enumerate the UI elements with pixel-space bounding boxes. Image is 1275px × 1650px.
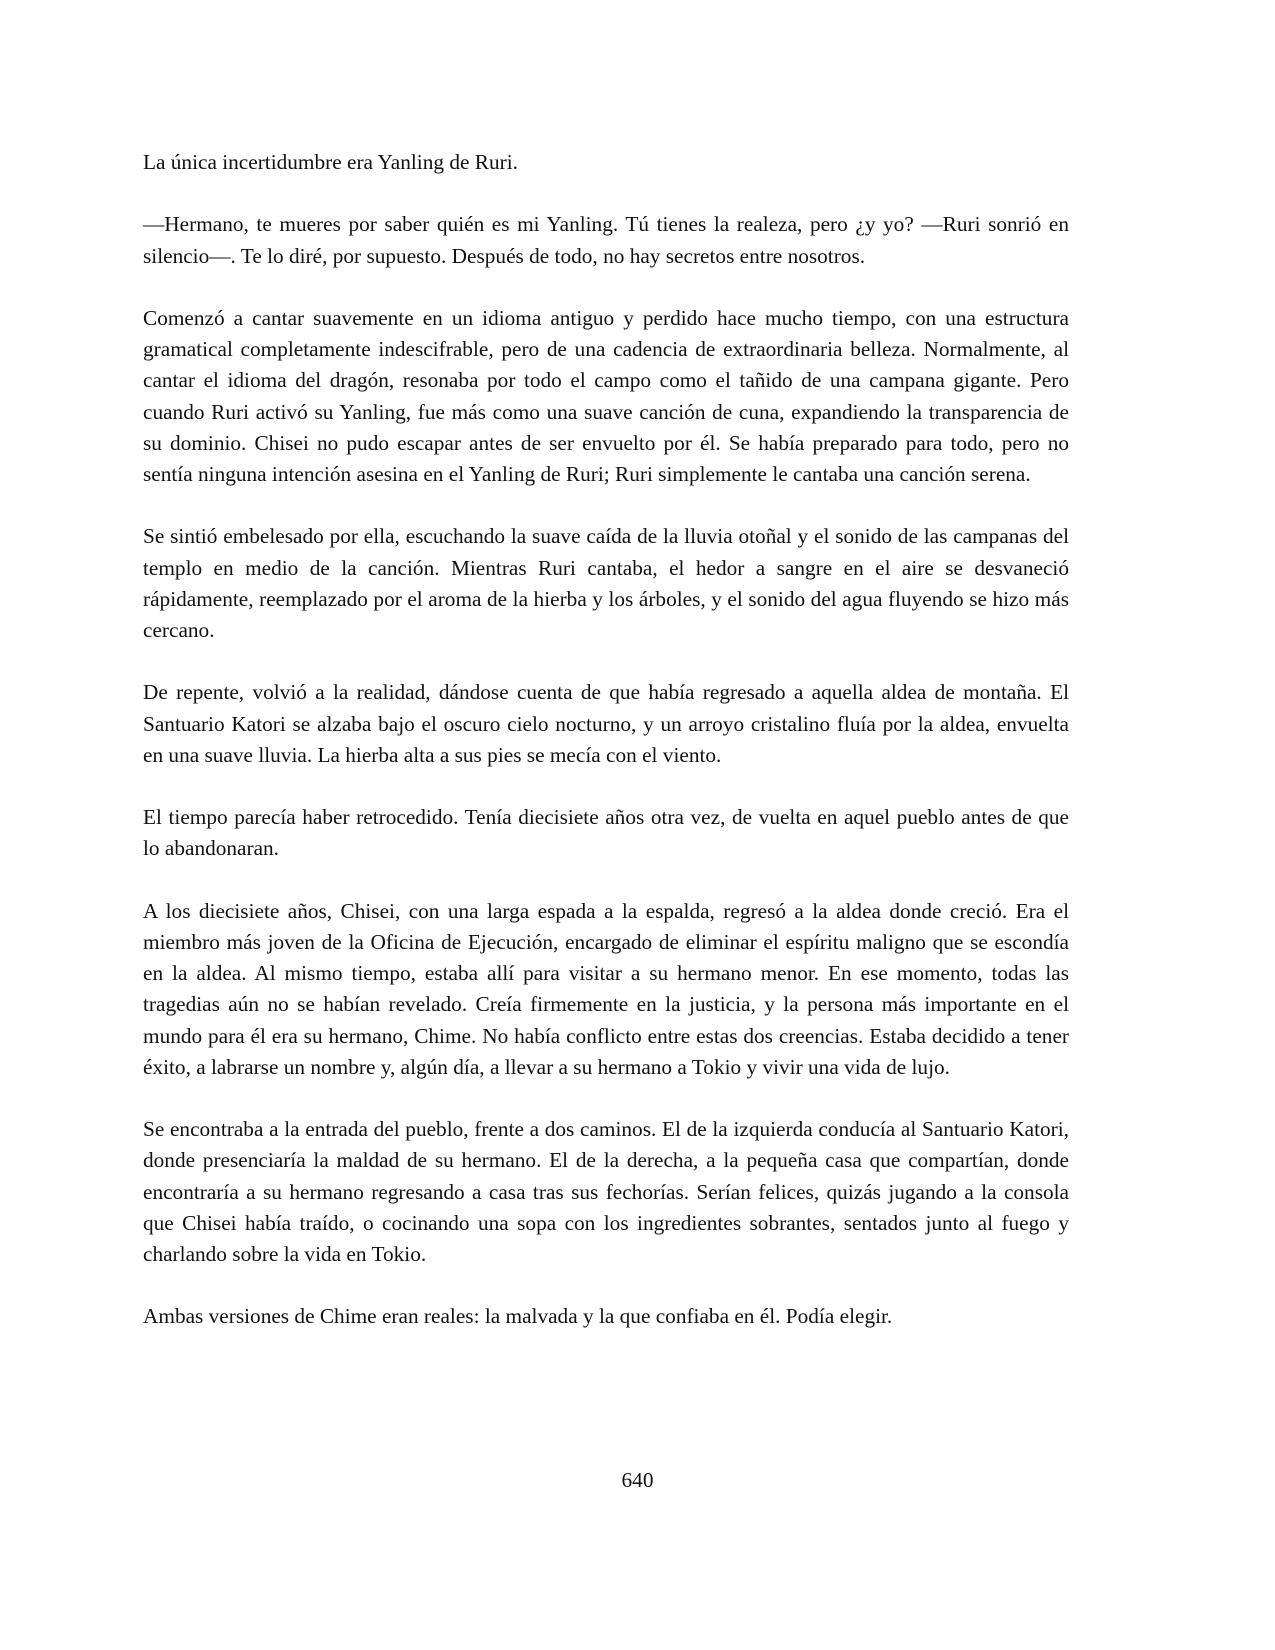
page-number: 640 (621, 1468, 654, 1492)
paragraph: —Hermano, te mueres por saber quién es mi Yanling. Tú tienes la realeza, pero ¿y yo? —Ruri sonrió en silencio—. Te lo diré, por supuesto. Después de todo, no hay secretos entre nosotros. (143, 212, 1069, 268)
paragraph: A los diecisiete años, Chisei, con una larga espada a la espalda, regresó a la aldea donde creció. Era el miembro más joven de la Oficina de Ejecución, encargado de eliminar el espíritu maligno que se escondía en la aldea. Al mismo tiempo, estaba allí para visitar a su hermano menor. En ese momento, todas las tragedias aún no se habían revelado. Creía firmemente en la justicia, y la persona más importante en el mundo para él era su hermano, Chime. No había conflicto entre estas dos creencias. Estaba decidido a tener éxito, a labrarse un nombre y, algún día, a llevar a su hermano a Tokio y vivir una vida de lujo. (143, 898, 1069, 1079)
paragraph: Ambas versiones de Chime eran reales: la malvada y la que confiaba en él. Podía elegir. (143, 1304, 893, 1329)
paragraph: Se sintió embelesado por ella, escuchando la suave caída de la lluvia otoñal y el sonido de las campanas del templo en medio de la canción. Mientras Ruri cantaba, el hedor a sangre en el aire se desvaneció rápidamente, reemplazado por el aroma de la hierba y los árboles, y el sonido del agua fluyendo se hizo más cercano. (143, 524, 1069, 642)
paragraph: Se encontraba a la entrada del pueblo, frente a dos caminos. El de la izquierda conducía al Santuario Katori, donde presenciaría la maldad de su hermano. El de la derecha, a la pequeña casa que compartían, donde encontraría a su hermano regresando a casa tras sus fechorías. Serían felices, quizás jugando a la consola que Chisei había traído, o cocinando una sopa con los ingredientes sobrantes, sentados junto al fuego y charlando sobre la vida en Tokio. (143, 1117, 1069, 1266)
paragraph: Comenzó a cantar suavemente en un idioma antiguo y perdido hace mucho tiempo, con una estructura gramatical completamente indescifrable, pero de una cadencia de extraordinaria belleza. Normalmente, al cantar el idioma del dragón, resonaba por todo el campo como el tañido de una campana gigante. Pero cuando Ruri activó su Yanling, fue más como una suave canción de cuna, expandiendo la transparencia de su dominio. Chisei no pudo escapar antes de ser envuelto por él. Se había preparado para todo, pero no sentía ninguna intención asesina en el Yanling de Ruri; Ruri simplemente le cantaba una canción serena. (143, 305, 1069, 486)
paragraph: El tiempo parecía haber retrocedido. Tenía diecisiete años otra vez, de vuelta en aquel pueblo antes de que lo abandonaran. (143, 805, 1069, 861)
page-body (143, 147, 1069, 1364)
paragraph: De repente, volvió a la realidad, dándose cuenta de que había regresado a aquella aldea de montaña. El Santuario Katori se alzaba bajo el oscuro cielo nocturno, y un arroyo cristalino fluía por la aldea, envuelta en una suave lluvia. La hierba alta a sus pies se mecía con el viento. (143, 680, 1069, 767)
paragraph: La única incertidumbre era Yanling de Ruri. (143, 150, 518, 174)
